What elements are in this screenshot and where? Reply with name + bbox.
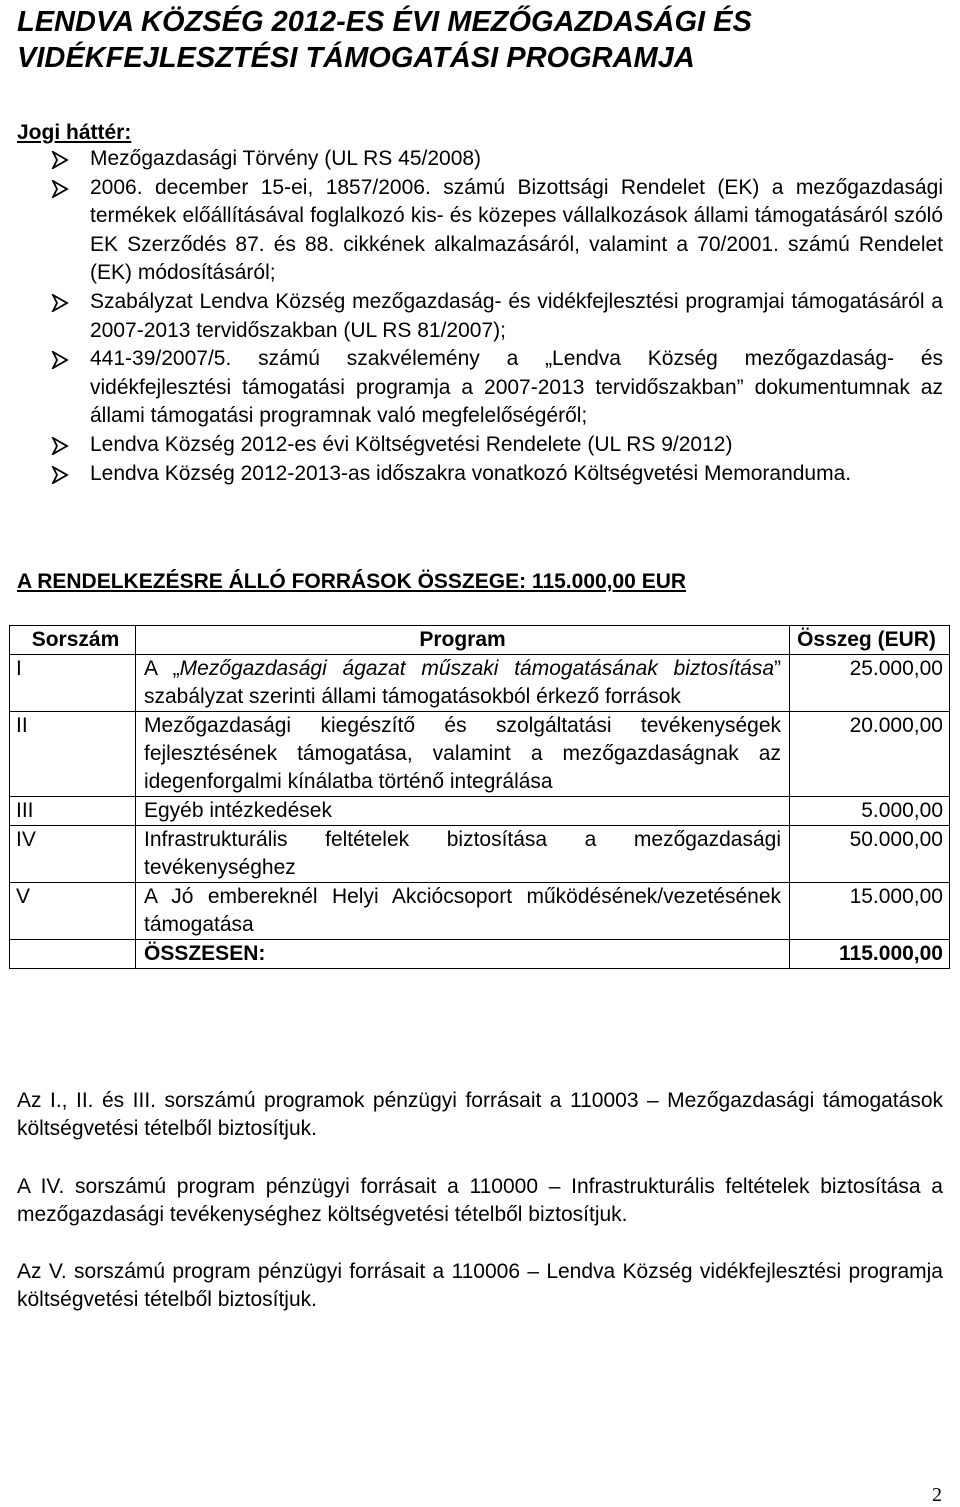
list-item	[17, 460, 943, 489]
arrow-bullet-icon	[51, 466, 69, 484]
table-row	[10, 712, 950, 797]
table-row	[10, 826, 950, 883]
row-amount: 5.000,00	[790, 797, 950, 826]
row-program: Mezőgazdasági kiegészítő és szolgáltatási tevékenységek fejlesztésének támogatása, valamint a mezőgazdaságnak az idegenforgalmi kínálatba történő integrálása	[136, 712, 790, 797]
total-label: ÖSSZESEN:	[136, 940, 790, 969]
arrow-bullet-icon	[51, 180, 69, 198]
arrow-bullet-icon	[51, 437, 69, 455]
funding-note-3: Az V. sorszámú program pénzügyi forrásait a 110006 – Lendva Község vidékfejlesztési programja költségvetési tételből biztosítjuk.	[17, 1260, 943, 1311]
row-number: V	[10, 883, 136, 940]
list-item-text: Szabályzat Lendva Község mezőgazdaság- és vidékfejlesztési programjai támogatásáról a 2007-2013 tervidőszakban (UL RS 81/2007);	[90, 289, 943, 342]
arrow-bullet-icon	[51, 294, 69, 312]
list-item-text: 441-39/2007/5. számú szakvélemény a „Lendva Község mezőgazdaság- és vidékfejlesztési támogatási programja a 2007-2013 tervidőszakban” dokumentumnak az állami támogatási programnak való megfelelőségéről;	[90, 347, 943, 428]
list-item-text: 2006. december 15-ei, 1857/2006. számú Bizottsági Rendelet (EK) a mezőgazdasági termékek előállításával foglalkozó kis- és közepes vállalkozások állami támogatásáról szóló EK Szerződés 87. és 88. cikkének alkalmazásáról, valamint a 70/2001. számú Rendelet (EK) módosításáról;	[90, 175, 943, 285]
column-header-program: Program	[136, 626, 790, 655]
list-item-text: Mezőgazdasági Törvény (UL RS 45/2008)	[90, 147, 482, 170]
row-amount: 50.000,00	[790, 826, 950, 883]
row-number: II	[10, 712, 136, 797]
column-header-number: Sorszám	[10, 626, 136, 655]
row-number: I	[10, 655, 136, 712]
row-program: Egyéb intézkedések	[136, 797, 790, 826]
list-item-text: Lendva Község 2012-2013-as időszakra vonatkozó Költségvetési Memoranduma.	[90, 461, 852, 485]
row-amount: 25.000,00	[790, 655, 950, 712]
table-row	[10, 883, 950, 940]
list-item	[17, 431, 943, 460]
table-total-row	[10, 940, 950, 969]
column-header-amount: Összeg (EUR)	[790, 626, 950, 655]
list-item	[17, 145, 943, 174]
row-number: III	[10, 797, 136, 826]
list-item-text: Lendva Község 2012-es évi Költségvetési Rendelete (UL RS 9/2012)	[90, 432, 733, 456]
program-table	[9, 625, 950, 969]
table-row	[10, 797, 950, 826]
list-item	[17, 174, 943, 288]
total-amount: 115.000,00	[790, 940, 950, 969]
row-number: IV	[10, 826, 136, 883]
row-program: A „Mezőgazdasági ágazat műszaki támogatásának biztosítása” szabályzat szerinti állami támogatásokból érkező források	[136, 655, 790, 712]
available-sources-heading: A RENDELKEZÉSRE ÁLLÓ FORRÁSOK ÖSSZEGE: 115.000,00 EUR	[17, 570, 687, 593]
list-item	[17, 345, 943, 431]
arrow-bullet-icon	[51, 151, 69, 169]
list-item	[17, 288, 943, 345]
row-program: Infrastrukturális feltételek biztosítása a mezőgazdasági tevékenységhez	[136, 826, 790, 883]
funding-note-1: Az I., II. és III. sorszámú programok pénzügyi forrásait a 110003 – Mezőgazdasági támogatások költségvetési tételből biztosítjuk.	[17, 1089, 943, 1140]
row-amount: 20.000,00	[790, 712, 950, 797]
table-header-row	[10, 626, 950, 655]
row-amount: 15.000,00	[790, 883, 950, 940]
program-name-italic: Mezőgazdasági ágazat műszaki támogatásának biztosítása	[179, 657, 774, 680]
funding-note-2: A IV. sorszámú program pénzügyi forrásait a 110000 – Infrastrukturális feltételek biztosítása a mezőgazdasági tevékenységhez költségvetési tételből biztosítjuk.	[17, 1175, 943, 1226]
legal-background-heading: Jogi háttér:	[17, 121, 132, 144]
document-title: LENDVA KÖZSÉG 2012-ES ÉVI MEZŐGAZDASÁGI ÉS VIDÉKFEJLESZTÉSI TÁMOGATÁSI PROGRAMJA	[17, 6, 752, 74]
row-program: A Jó embereknél Helyi Akciócsoport működésének/vezetésének támogatása	[136, 883, 790, 940]
arrow-bullet-icon	[51, 351, 69, 369]
table-row	[10, 655, 950, 712]
total-empty-cell	[10, 940, 136, 969]
page-number: 2	[932, 1484, 942, 1506]
legal-background-list	[17, 145, 943, 488]
